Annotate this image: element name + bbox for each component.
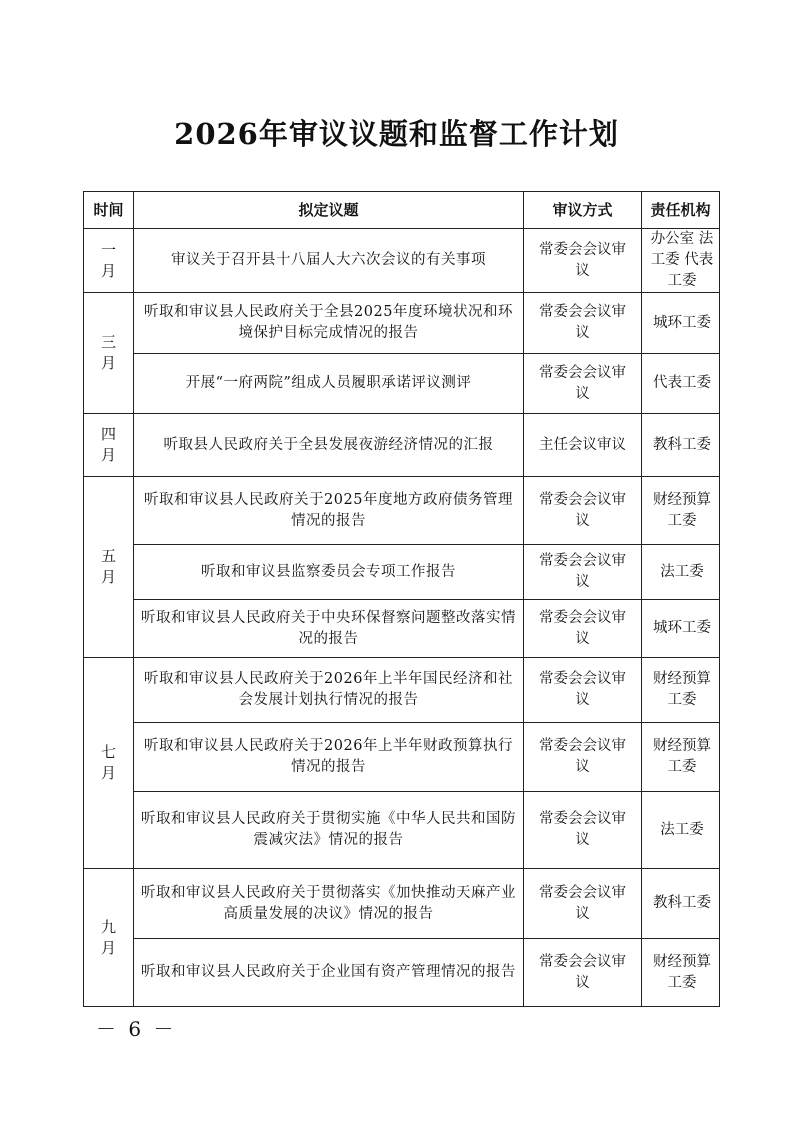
method-label: 主任会议审议 (539, 436, 626, 453)
table-row (84, 229, 720, 293)
page-number: － 6 － (96, 1017, 177, 1041)
method-label: 常委会会议审议 (539, 304, 626, 341)
month-cell (84, 869, 134, 1007)
topic-cell: 听取和审议县人民政府关于中央环保督察问题整改落实情况的报告 (134, 600, 524, 658)
method-label: 常委会会议审议 (539, 609, 626, 647)
method-label: 常委会会议审议 (539, 364, 626, 402)
method-cell (524, 545, 642, 600)
org-cell (642, 939, 720, 1007)
month-cell (84, 477, 134, 658)
org-cell (642, 229, 720, 293)
month-label: 三月 (100, 333, 116, 372)
org-cell (642, 477, 720, 545)
org-label: 财经预算工委 (653, 738, 711, 775)
method-cell (524, 792, 642, 869)
month-label: 五月 (100, 547, 116, 586)
org-label: 法工委 (660, 821, 704, 838)
method-cell (524, 414, 642, 477)
org-label: 财经预算工委 (653, 671, 711, 708)
org-cell (642, 354, 720, 414)
month-label: 四月 (100, 425, 116, 464)
header-org: 责任机构 (642, 192, 720, 229)
table-row (84, 293, 720, 354)
org-cell (642, 869, 720, 939)
method-label: 常委会会议审议 (539, 491, 626, 529)
org-label: 城环工委 (653, 314, 711, 331)
org-cell (642, 658, 720, 723)
method-label: 常委会会议审议 (539, 671, 626, 708)
table-row (84, 354, 720, 414)
topic-cell: 听取和审议县人民政府关于2025年度地方政府债务管理情况的报告 (134, 477, 524, 545)
table-row (84, 545, 720, 600)
org-label: 财经预算工委 (653, 491, 711, 529)
topic-cell: 听取和审议县人民政府关于全县2025年度环境状况和环境保护目标完成情况的报告 (134, 293, 524, 354)
table-row (84, 939, 720, 1007)
month-label: 九月 (100, 917, 116, 957)
topic-cell: 听取和审议县监察委员会专项工作报告 (134, 545, 524, 600)
method-label: 常委会会议审议 (539, 953, 626, 991)
topic-cell: 听取和审议县人民政府关于企业国有资产管理情况的报告 (134, 939, 524, 1007)
method-label: 常委会会议审议 (539, 241, 626, 279)
org-label: 办公室 法工委 代表工委 (650, 231, 714, 289)
method-cell (524, 354, 642, 414)
method-cell (524, 658, 642, 723)
table-row (84, 792, 720, 869)
topic-cell: 听取和审议县人民政府关于2026年上半年国民经济和社会发展计划执行情况的报告 (134, 658, 524, 723)
method-label: 常委会会议审议 (539, 738, 626, 775)
month-label: 一月 (100, 240, 116, 280)
org-label: 财经预算工委 (653, 953, 711, 991)
method-cell (524, 229, 642, 293)
work-plan-table (83, 191, 720, 1007)
method-cell (524, 600, 642, 658)
org-label: 城环工委 (653, 620, 711, 636)
org-label: 法工委 (660, 563, 704, 580)
page-title: 2026年审议议题和监督工作计划 (174, 117, 619, 151)
method-label: 常委会会议审议 (539, 811, 626, 848)
method-cell (524, 477, 642, 545)
header-time: 时间 (84, 192, 134, 229)
table-header-row (84, 192, 720, 229)
method-cell (524, 869, 642, 939)
method-label: 常委会会议审议 (539, 884, 626, 922)
table-row (84, 600, 720, 658)
org-cell (642, 545, 720, 600)
header-method: 审议方式 (524, 192, 642, 229)
org-cell (642, 600, 720, 658)
topic-cell: 听取和审议县人民政府关于贯彻实施《中华人民共和国防震减灾法》情况的报告 (134, 792, 524, 869)
topic-cell: 听取和审议县人民政府关于贯彻落实《加快推动天麻产业高质量发展的决议》情况的报告 (134, 869, 524, 939)
month-cell (84, 658, 134, 869)
table-row (84, 869, 720, 939)
month-cell (84, 293, 134, 414)
org-label: 代表工委 (653, 375, 711, 391)
table-row (84, 477, 720, 545)
table-row (84, 414, 720, 477)
org-cell (642, 723, 720, 792)
table-row (84, 723, 720, 792)
method-cell (524, 723, 642, 792)
table-row (84, 658, 720, 723)
org-cell (642, 792, 720, 869)
method-cell (524, 293, 642, 354)
month-label: 七月 (100, 743, 116, 782)
topic-cell: 听取县人民政府关于全县发展夜游经济情况的汇报 (134, 414, 524, 477)
org-label: 教科工委 (653, 895, 711, 911)
org-label: 教科工委 (653, 436, 711, 453)
header-topic: 拟定议题 (134, 192, 524, 229)
month-cell (84, 414, 134, 477)
topic-cell: 听取和审议县人民政府关于2026年上半年财政预算执行情况的报告 (134, 723, 524, 792)
month-cell (84, 229, 134, 293)
method-cell (524, 939, 642, 1007)
topic-cell: 审议关于召开县十八届人大六次会议的有关事项 (134, 229, 524, 293)
org-cell (642, 414, 720, 477)
topic-cell: 开展“一府两院”组成人员履职承诺评议测评 (134, 354, 524, 414)
org-cell (642, 293, 720, 354)
method-label: 常委会会议审议 (539, 553, 626, 590)
